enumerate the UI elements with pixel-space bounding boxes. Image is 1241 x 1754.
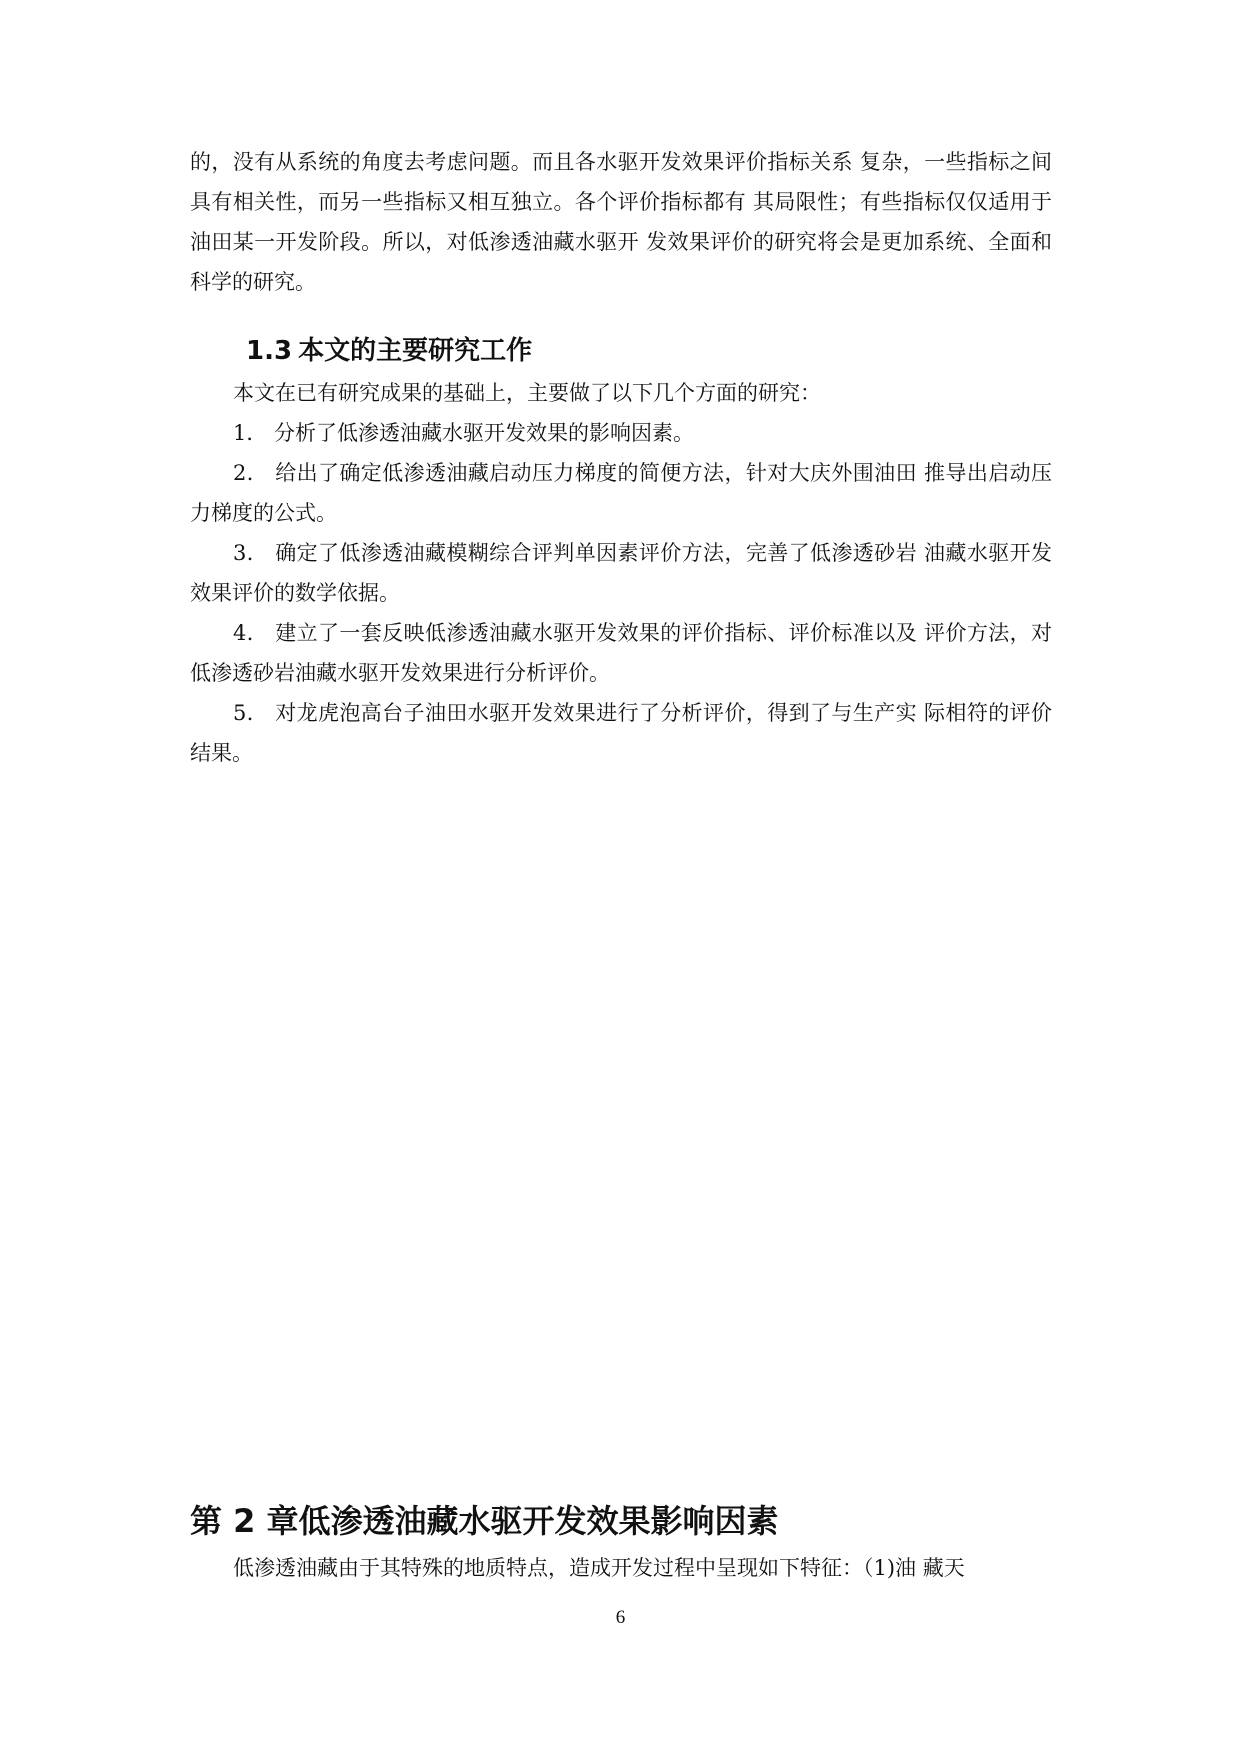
chapter-first-line: 低渗透油藏由于其特殊的地质特点，造成开发过程中呈现如下特征：（1)油 藏天: [233, 1556, 965, 1580]
chapter-2-body: [190, 1548, 1052, 1588]
list-item: 4． 建立了一套反映低渗透油藏水驱开发效果的评价指标、评价标准以及 评价方法，对低渗透砂岩油藏水驱开发效果进行分析评价。: [190, 621, 1052, 685]
section-heading-1-3: [246, 331, 532, 371]
list-item: 2． 给出了确定低渗透油藏启动压力梯度的简便方法，针对大庆外围油田 推导出启动压力梯度的公式。: [190, 461, 1052, 525]
list-item: 1． 分析了低渗透油藏水驱开发效果的影响因素。: [233, 421, 695, 445]
section-1-3-body: [190, 373, 1052, 773]
body-text-block: [190, 142, 1052, 302]
list-item: 3． 确定了低渗透油藏模糊综合评判单因素评价方法，完善了低渗透砂岩 油藏水驱开发效果评价的数学依据。: [190, 541, 1052, 605]
section-number: 1.3: [246, 336, 293, 366]
chapter-heading: 第 2 章低渗透油藏水驱开发效果影响因素: [190, 1502, 779, 1540]
list-item: 5． 对龙虎泡高台子油田水驱开发效果进行了分析评价，得到了与生产实 际相符的评价结果。: [190, 701, 1052, 765]
section-title: 本文的主要研究工作: [298, 336, 533, 366]
continuation-paragraph: 的，没有从系统的角度去考虑问题。而且各水驱开发效果评价指标关系 复杂，一些指标之间具有相关性，而另一些指标又相互独立。各个评价指标都有 其局限性；有些指标仅仅适用于油田某一开发阶段。所以，对低渗透油藏水驱开 发效果评价的研究将会是更加系统、全面和科学的研究。: [190, 150, 1052, 294]
section-intro: 本文在已有研究成果的基础上，主要做了以下几个方面的研究：: [233, 381, 821, 405]
page-number: 6: [615, 1607, 626, 1628]
